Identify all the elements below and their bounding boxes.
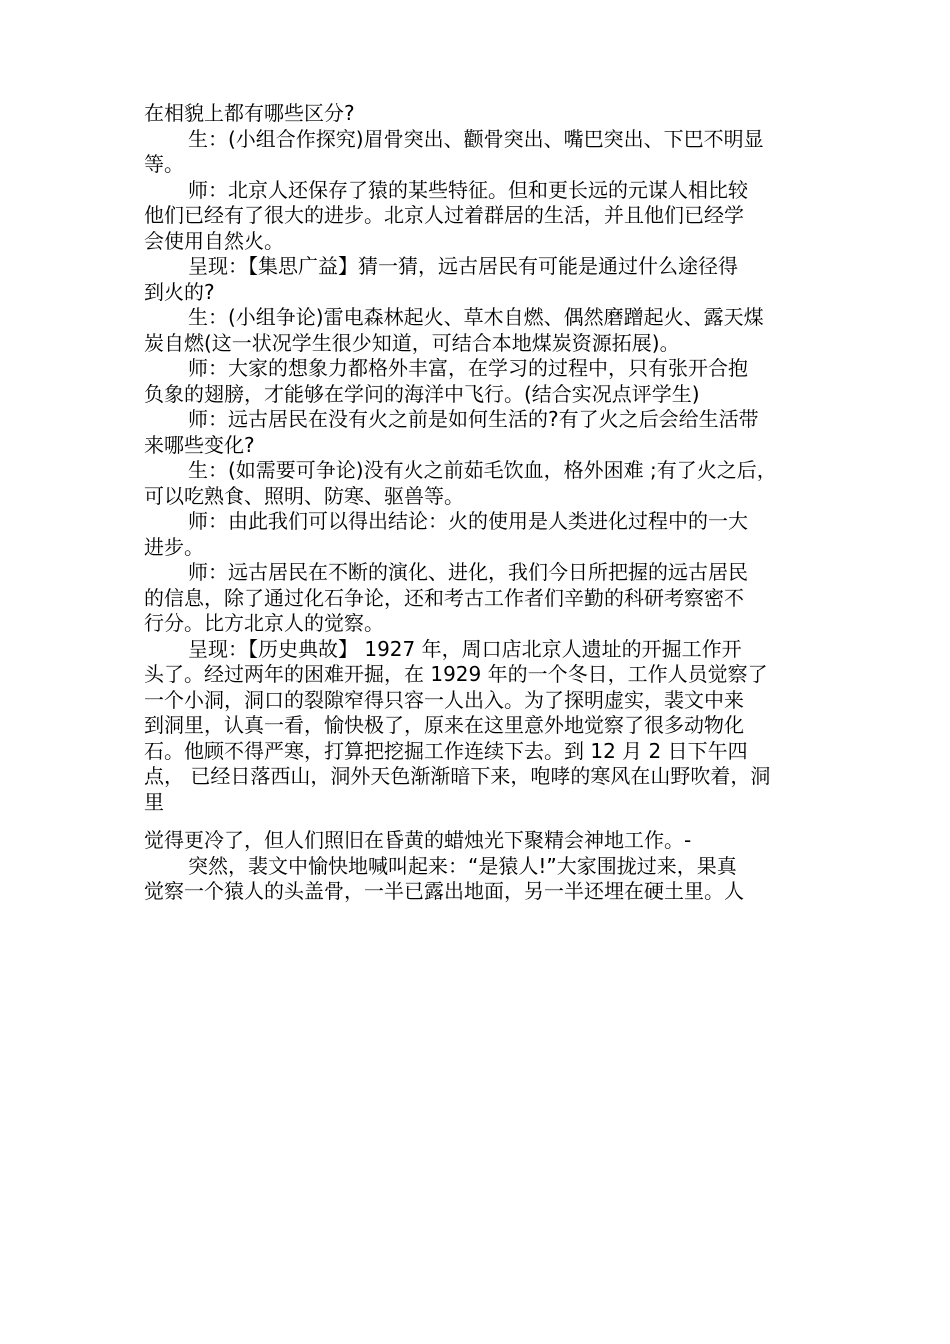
line-text: 里	[144, 789, 164, 814]
text-line	[144, 879, 816, 905]
line-text: 师：北京人还保存了猿的某些特征。但和更长远的元谋人相比较	[188, 177, 748, 202]
line-text: 点， 已经日落西山，洞外天色渐渐暗下来，咆哮的寒风在山野吹着，洞	[144, 764, 771, 788]
line-text: 师：由此我们可以得出结论：火的使用是人类进化过程中的一大	[188, 509, 748, 533]
document-body	[144, 101, 816, 905]
text-line	[144, 662, 816, 688]
line-text: 头了。经过两年的困难开掘，在 1929 年的一个冬日，工作人员觉察了	[144, 662, 768, 686]
line-text: 在相貌上都有哪些区分?	[144, 101, 355, 125]
line-text: 生：(小组合作探究)眉骨突出、颧骨突出、嘴巴突出、下巴不明显	[188, 126, 764, 151]
text-line	[144, 254, 816, 280]
text-line	[144, 356, 816, 382]
text-line	[144, 828, 816, 854]
line-text: 呈现：【集思广益】猜一猜，远古居民有可能是通过什么途径得	[188, 254, 738, 278]
text-line	[144, 739, 816, 765]
section-gap	[144, 815, 816, 828]
text-line	[144, 637, 816, 663]
text-line	[144, 203, 816, 229]
text-line	[144, 331, 816, 357]
line-text: 呈现：【历史典故】 1927 年，周口店北京人遗址的开掘工作开	[188, 636, 742, 661]
line-text: 师：远古居民在没有火之前是如何生活的?有了火之后会给生活带	[188, 407, 759, 431]
text-line	[144, 305, 816, 331]
text-line	[144, 152, 816, 178]
text-line	[144, 101, 816, 127]
text-line	[144, 854, 816, 880]
text-line	[144, 586, 816, 612]
line-text: 觉得更冷了，但人们照旧在昏黄的蜡烛光下聚精会神地工作。-	[144, 828, 692, 852]
text-line	[144, 178, 816, 204]
line-text: 生：(小组争论)雷电森林起火、草木自燃、偶然磨蹭起火、露天煤	[188, 305, 764, 329]
text-line	[144, 280, 816, 306]
text-line	[144, 407, 816, 433]
line-text: 他们已经有了很大的进步。北京人过着群居的生活，并且他们已经学	[144, 203, 744, 227]
line-text: 师：大家的想象力都格外丰富，在学习的过程中，只有张开合抱	[188, 356, 748, 380]
line-text: 突然，裴文中愉快地喊叫起来：“是猿人!”大家围拢过来，果真	[188, 853, 737, 878]
line-text: 等。	[144, 152, 184, 176]
line-text: 觉察一个猿人的头盖骨，一半已露出地面，另一半还埋在硬土里。人	[144, 879, 744, 903]
line-text: 生：(如需要可争论)没有火之前茹毛饮血，格外困难 ;有了火之后，	[188, 458, 777, 482]
line-text: 到洞里，认真一看，愉快极了，原来在这里意外地觉察了很多动物化	[144, 713, 744, 737]
text-line	[144, 688, 816, 714]
line-text: 行分。比方北京人的觉察。	[144, 611, 384, 635]
text-line	[144, 535, 816, 561]
text-line	[144, 433, 816, 459]
text-line	[144, 764, 816, 790]
line-text: 来哪些变化?	[144, 432, 255, 457]
line-text: 一个小洞，洞口的裂隙窄得只容一人出入。为了探明虚实，裴文中来	[144, 687, 744, 712]
text-line	[144, 382, 816, 408]
line-text: 石。他顾不得严寒，打算把挖掘工作连续下去。到 12 月 2 日下午四	[144, 738, 748, 763]
line-text: 到火的?	[144, 279, 215, 304]
line-text: 会使用自然火。	[144, 228, 284, 253]
text-line	[144, 790, 816, 816]
text-line	[144, 560, 816, 586]
line-text: 师：远古居民在不断的演化、进化，我们今日所把握的远古居民	[188, 560, 748, 584]
line-text: 负象的翅膀，才能够在学问的海洋中飞行。(结合实况点评学生)	[144, 381, 700, 406]
line-text: 炭自燃(这一状况学生很少知道，可结合本地煤炭资源拓展)。	[144, 330, 680, 355]
text-line	[144, 458, 816, 484]
text-line	[144, 611, 816, 637]
text-line	[144, 713, 816, 739]
line-text: 进步。	[144, 534, 204, 559]
text-line	[144, 127, 816, 153]
text-line	[144, 509, 816, 535]
line-text: 可以吃熟食、照明、防寒、驱兽等。	[144, 483, 464, 508]
text-line	[144, 484, 816, 510]
text-line	[144, 229, 816, 255]
line-text: 的信息，除了通过化石争论，还和考古工作者们辛勤的科研考察密不	[144, 585, 744, 610]
